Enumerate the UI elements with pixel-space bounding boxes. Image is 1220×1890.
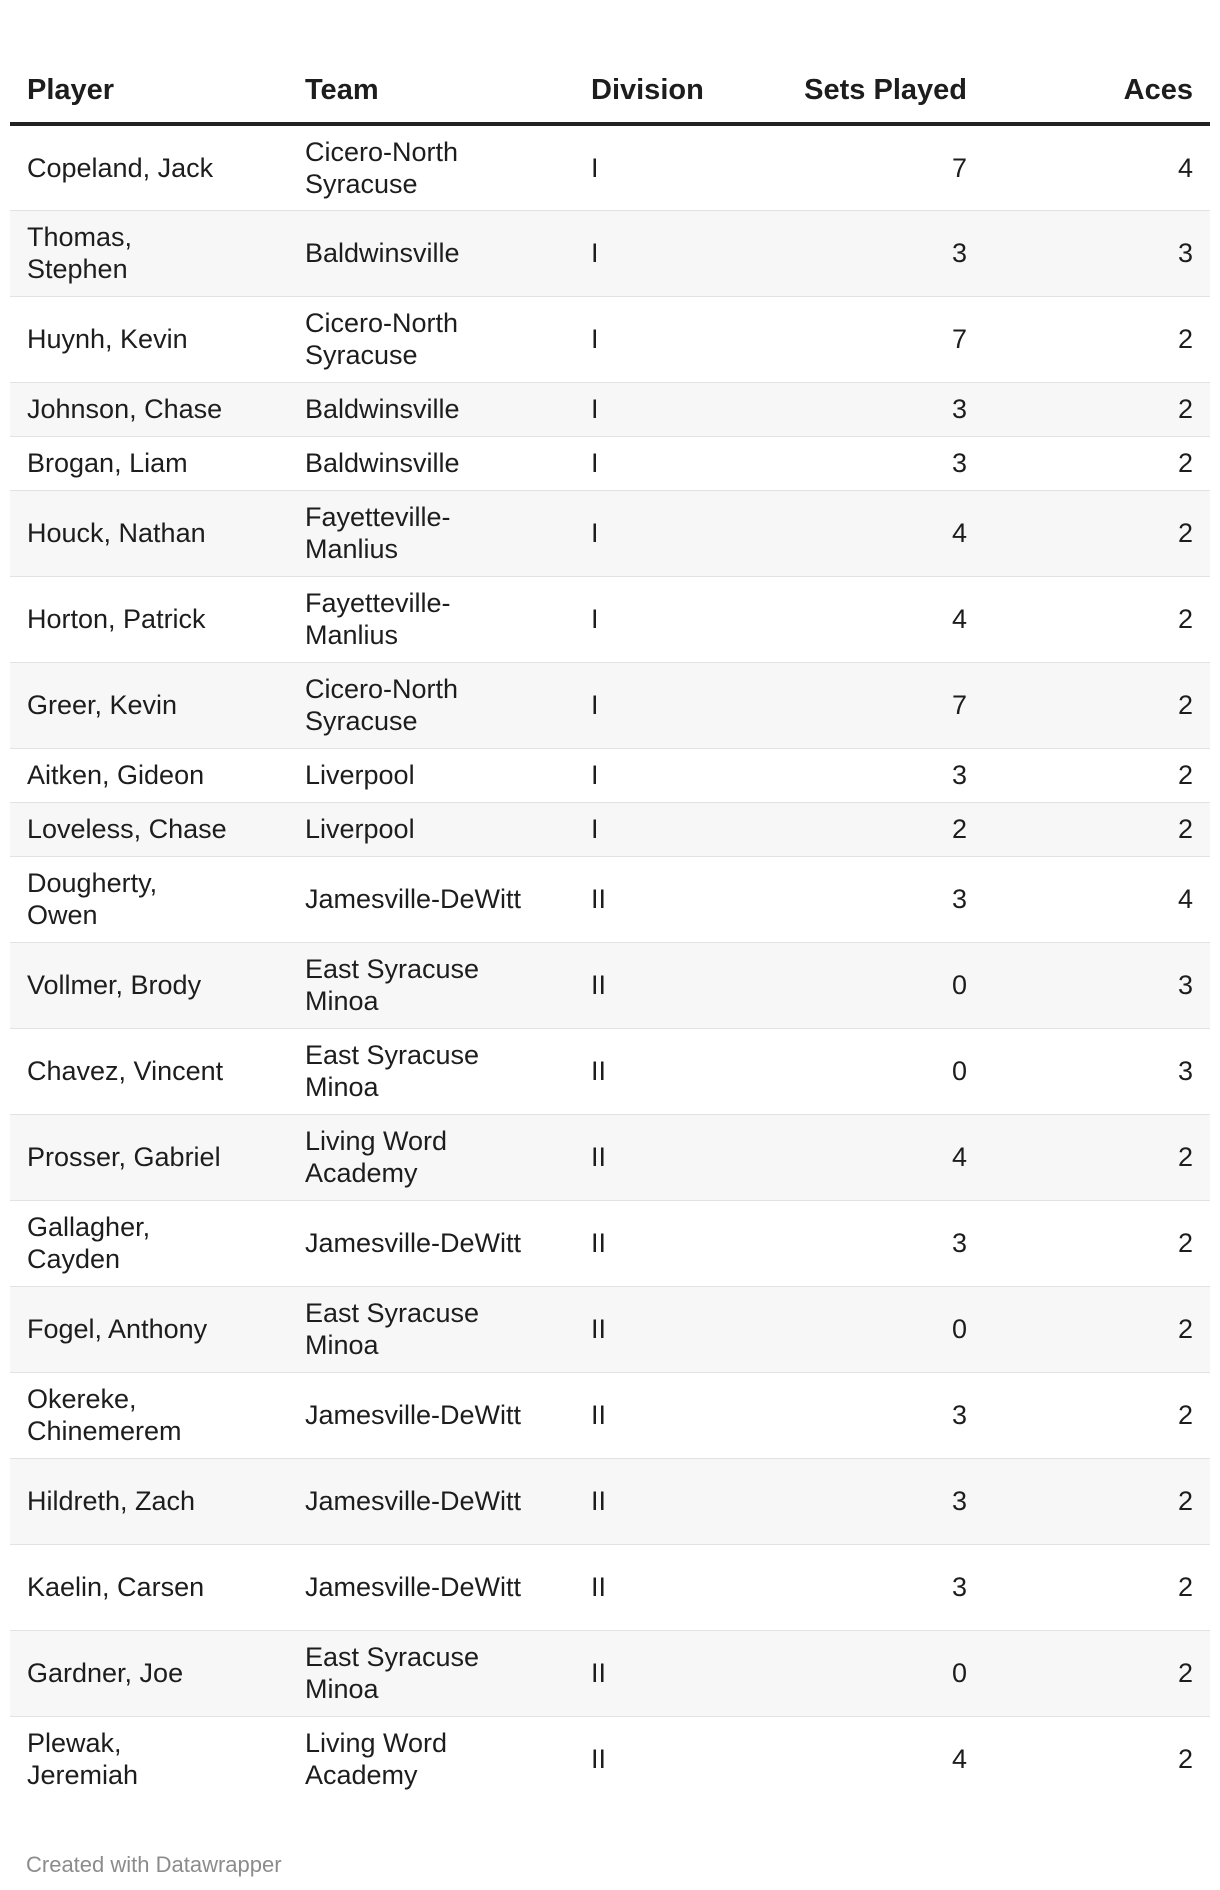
cell-aces: 2 (984, 436, 1210, 490)
table-row (10, 1028, 1210, 1114)
table-row (10, 748, 1210, 802)
cell-division: II (574, 1458, 740, 1544)
cell-division: I (574, 748, 740, 802)
cell-team: Liverpool (288, 748, 574, 802)
cell-division: II (574, 1630, 740, 1716)
table-row (10, 210, 1210, 296)
cell-aces: 3 (984, 210, 1210, 296)
table-row (10, 576, 1210, 662)
cell-aces: 2 (1177, 1744, 1193, 1775)
cell-aces: 2 (984, 576, 1210, 662)
cell-division: I (574, 662, 740, 748)
cell-division: II (574, 856, 740, 942)
cell-player: Copeland, Jack (10, 124, 288, 210)
cell-aces: 2 (984, 1372, 1210, 1458)
cell-team: Jamesville-DeWitt (288, 1544, 574, 1630)
cell-division: I (574, 124, 740, 210)
cell-player: Hildreth, Zach (10, 1458, 288, 1544)
cell-team: Jamesville-DeWitt (288, 1200, 574, 1286)
cell-sets-played: 2 (740, 802, 984, 856)
cell-player: Loveless, Chase (10, 802, 288, 856)
cell-sets-played: 0 (740, 1028, 984, 1114)
cell-division: II (574, 1372, 740, 1458)
stats-table-container (10, 40, 1210, 1802)
cell-player: Prosser, Gabriel (10, 1114, 288, 1200)
cell-player: Greer, Kevin (10, 662, 288, 748)
table-row (10, 1372, 1210, 1458)
header-row (10, 40, 1210, 124)
table-row (10, 662, 1210, 748)
cell-division: I (574, 436, 740, 490)
table-row (10, 1630, 1210, 1716)
cell-player: Okereke, Chinemerem (10, 1372, 288, 1458)
cell-aces: 2 (984, 802, 1210, 856)
cell-team: Baldwinsville (288, 436, 574, 490)
table-row (10, 1716, 1210, 1802)
cell-aces: 2 (984, 1458, 1210, 1544)
header-player: Player (10, 40, 288, 124)
cell-division: I (574, 382, 740, 436)
cell-division: II (574, 942, 740, 1028)
cell-player: Houck, Nathan (10, 490, 288, 576)
cell-aces: 2 (984, 1114, 1210, 1200)
cell-division: II (591, 1744, 607, 1775)
cell-player: Chavez, Vincent (10, 1028, 288, 1114)
table-row (10, 382, 1210, 436)
cell-player: Fogel, Anthony (10, 1286, 288, 1372)
table-row (10, 1544, 1210, 1630)
cell-player: Thomas, Stephen (10, 210, 288, 296)
cell-team: Fayetteville-Manlius (288, 576, 574, 662)
cell-sets-played: 7 (740, 296, 984, 382)
cell-division: II (574, 1200, 740, 1286)
cell-team: Jamesville-DeWitt (288, 1372, 574, 1458)
cell-player: Horton, Patrick (10, 576, 288, 662)
cell-division: I (574, 490, 740, 576)
cell-sets-played: 3 (740, 1544, 984, 1630)
header-aces: Aces (984, 40, 1210, 124)
cell-team: East Syracuse Minoa (288, 1028, 574, 1114)
cell-aces: 2 (984, 490, 1210, 576)
table-row (10, 490, 1210, 576)
cell-player: Vollmer, Brody (10, 942, 288, 1028)
table-row (10, 436, 1210, 490)
table-row (10, 296, 1210, 382)
cell-team: Living Word Academy (305, 1728, 448, 1791)
cell-division: I (574, 296, 740, 382)
cell-aces: 3 (984, 942, 1210, 1028)
cell-sets-played: 7 (740, 662, 984, 748)
cell-team: Living Word Academy (288, 1114, 574, 1200)
header-division: Division (574, 40, 740, 124)
cell-team: East Syracuse Minoa (288, 1630, 574, 1716)
cell-division: I (574, 802, 740, 856)
cell-player: Brogan, Liam (10, 436, 288, 490)
cell-division: II (574, 1286, 740, 1372)
cell-division: I (574, 210, 740, 296)
cell-aces: 2 (984, 1286, 1210, 1372)
cell-sets-played: 0 (740, 1630, 984, 1716)
cell-team: Baldwinsville (288, 210, 574, 296)
cell-team: Cicero-North Syracuse (288, 296, 574, 382)
player-stats-table (10, 40, 1210, 1802)
table-row (10, 1200, 1210, 1286)
cell-aces: 4 (984, 856, 1210, 942)
cell-division: II (574, 1544, 740, 1630)
cell-sets-played: 3 (740, 436, 984, 490)
cell-aces: 2 (984, 1200, 1210, 1286)
cell-team: Baldwinsville (288, 382, 574, 436)
cell-sets-played: 0 (740, 942, 984, 1028)
cell-aces: 2 (984, 748, 1210, 802)
cell-sets-played: 3 (740, 1200, 984, 1286)
table-row (10, 942, 1210, 1028)
cell-player: Aitken, Gideon (10, 748, 288, 802)
cell-sets-played: 4 (740, 1114, 984, 1200)
header-sets-played: Sets Played (740, 40, 984, 124)
cell-team: Fayetteville-Manlius (288, 490, 574, 576)
cell-team: Liverpool (288, 802, 574, 856)
table-row (10, 1458, 1210, 1544)
cell-player: Gallagher, Cayden (10, 1200, 288, 1286)
cell-player: Dougherty, Owen (10, 856, 288, 942)
cell-aces: 2 (984, 1630, 1210, 1716)
cell-sets-played: 3 (740, 748, 984, 802)
cell-sets-played: 3 (740, 856, 984, 942)
cell-aces: 4 (984, 124, 1210, 210)
cell-player: Huynh, Kevin (10, 296, 288, 382)
cell-sets-played: 3 (740, 382, 984, 436)
cell-sets-played: 7 (740, 124, 984, 210)
cell-team: Cicero-North Syracuse (288, 662, 574, 748)
cell-aces: 2 (984, 662, 1210, 748)
cell-player: Gardner, Joe (10, 1630, 288, 1716)
cell-sets-played: 3 (740, 210, 984, 296)
cell-division: II (574, 1028, 740, 1114)
cell-sets-played: 4 (740, 576, 984, 662)
cell-division: I (574, 576, 740, 662)
cell-team: Cicero-North Syracuse (288, 124, 574, 210)
cell-aces: 3 (984, 1028, 1210, 1114)
table-row (10, 802, 1210, 856)
datawrapper-credit: Created with Datawrapper (26, 1852, 282, 1877)
cell-sets-played: 0 (740, 1286, 984, 1372)
cell-aces: 2 (984, 296, 1210, 382)
cell-sets-played: 3 (740, 1372, 984, 1458)
cell-player: Johnson, Chase (10, 382, 288, 436)
cell-team: East Syracuse Minoa (288, 1286, 574, 1372)
cell-sets-played: 4 (951, 1744, 967, 1775)
cell-team: Jamesville-DeWitt (288, 1458, 574, 1544)
cell-division: II (574, 1114, 740, 1200)
cell-player: Plewak, Jeremiah (27, 1728, 139, 1791)
cell-sets-played: 3 (740, 1458, 984, 1544)
header-team: Team (288, 40, 574, 124)
cell-team: East Syracuse Minoa (288, 942, 574, 1028)
cell-sets-played: 4 (740, 490, 984, 576)
cell-team: Jamesville-DeWitt (288, 856, 574, 942)
table-row (10, 124, 1210, 210)
cell-aces: 2 (984, 382, 1210, 436)
cell-aces: 2 (984, 1544, 1210, 1630)
table-row (10, 1286, 1210, 1372)
cell-player: Kaelin, Carsen (10, 1544, 288, 1630)
table-row (10, 856, 1210, 942)
table-body (10, 124, 1210, 1802)
table-row (10, 1114, 1210, 1200)
